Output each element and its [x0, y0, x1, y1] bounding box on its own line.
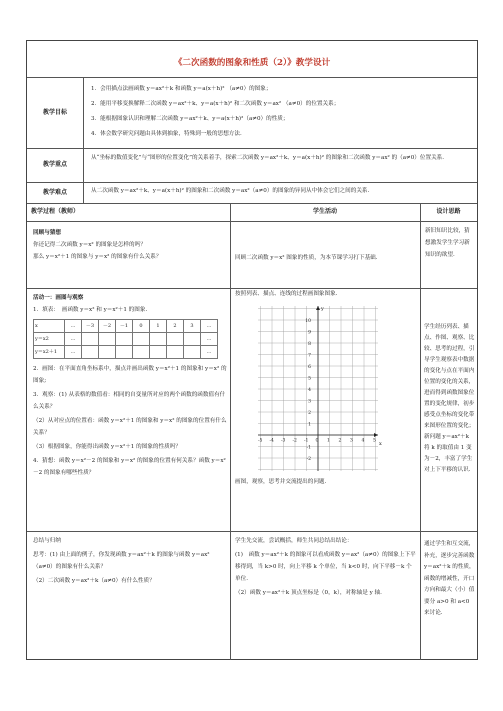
y-tick-label: 6 — [308, 365, 311, 370]
goals-label: 教学目标 — [42, 108, 67, 116]
lesson-plan-table — [26, 40, 478, 660]
activity-heading: 活动一：画图与观察 — [33, 295, 84, 301]
review-heading: 回顾与猜想 — [33, 230, 61, 236]
summary-student-2: （2）函数 y＝ax²＋k 顶点坐标是（0，k），对称轴是 y 轴. — [235, 590, 382, 596]
table-cell: y＝x2 — [34, 333, 65, 346]
y-tick-label: -1 — [306, 445, 311, 451]
table-cell: … — [201, 320, 218, 333]
review-design: 新旧知识比较，猜想激发学生学习新知识的欲望. — [425, 228, 470, 258]
table-cell — [150, 346, 167, 359]
table-row — [34, 320, 218, 333]
value-table — [33, 319, 218, 359]
y-axis-arrow-icon — [316, 306, 320, 310]
table-cell: －2 — [99, 320, 116, 333]
table-row — [34, 333, 218, 346]
table-cell — [116, 333, 133, 346]
table-cell: 1 — [150, 320, 167, 333]
review-section — [33, 227, 227, 287]
x-tick-label: -2 — [292, 438, 297, 444]
table-cell: 3 — [184, 320, 201, 333]
coordinate-grid — [253, 303, 383, 473]
y-tick-label: 3 — [308, 399, 311, 405]
y-tick-label: 7 — [308, 353, 311, 359]
table-cell — [167, 346, 184, 359]
x-tick-label: 0 — [315, 438, 319, 444]
table-cell — [184, 346, 201, 359]
activity-step-3: 3．观察：(1) 从表格的数值看：相同的自变量所对应的两个函数的函数值有什么关系？ — [33, 392, 226, 410]
y-tick-label: 2 — [308, 411, 311, 416]
activity-step-3c: （3）根据图象，你能得出函数 y＝x²＋1 的图象的性质吗？ — [33, 444, 181, 450]
y-tick-label: 10 — [305, 319, 311, 324]
table-row — [34, 346, 218, 359]
difficulty-label: 教学难点 — [42, 188, 67, 196]
table-cell — [184, 333, 201, 346]
activity-section — [33, 292, 227, 528]
activity-step-2: 2．画图：在平面直角坐标系中，描点并画出函数 y＝x²＋1 的图象和 y＝x² 的图象; — [33, 366, 227, 384]
y-tick-label: -2 — [306, 457, 311, 462]
header-student: 学生活动 — [312, 208, 337, 216]
goal-item: 3．能根据图象认识和理解二次函数 y＝ax²＋k、y＝a(x＋h)²（a≠0）的性质； — [91, 116, 289, 122]
y-tick-label: 1 — [308, 422, 311, 428]
document-title: 《二次函数的图象和性质（2）》教学设计 — [173, 58, 331, 68]
y-axis-label: y — [321, 306, 324, 312]
summary-heading: 总结与归纳 — [33, 538, 61, 544]
review-question-2: 那么 y＝x²＋1 的图象与 y＝x² 的图象有什么关系？ — [33, 254, 162, 260]
table-cell: x — [34, 320, 65, 333]
activity-step-4: 4．猜想：函数 y＝x²－2 的图象和 y＝x² 的图象的位置有何关系？函数 y＝x²－2 的图象有哪些性质？ — [33, 458, 226, 476]
table-cell — [167, 333, 184, 346]
goal-item: 1．会用描点法画函数 y＝ax²＋k 和函数 y＝a(x＋h)² （a≠0）的图象； — [91, 86, 272, 92]
review-student: 回顾二次函数 y＝x² 图象的性质，为本节课学习打下基础. — [235, 255, 378, 261]
activity-step-1: 1．填表： 画函数 y＝x² 和 y＝x²＋1 的图象. — [33, 307, 148, 313]
summary-student-1: (1) 函数 y＝ax²＋k 的图象可以看成函数 y＝ax²（a≠0）的图象上下平移得到，当 k>0 时，向上平移 k 个单位，当 k<0 时，向下平移－k 个单位. — [235, 552, 416, 582]
table-cell: … — [201, 333, 218, 346]
y-tick-label: 5 — [308, 376, 311, 382]
y-tick-label: 9 — [308, 330, 311, 336]
difficulty-text: 从二次函数 y＝ax²＋k、y＝a(x＋h)² 的图象和二次函数 y＝ax²（a≠0）的图象的异同从中体会它们之间的关系. — [91, 188, 370, 194]
x-tick-label: 1 — [327, 438, 330, 444]
table-cell: y＝x2＋1 — [34, 346, 65, 359]
key-points-text: 从“坐标的数值变化”与“图形的位置变化”的关系着手，探索二次函数 y＝ax²＋k、y＝a(x＋h)² 的图象和二次函数 y＝ax² 的（a≠0）位置关系. — [91, 155, 445, 161]
goals-list — [91, 82, 473, 146]
activity-student-bottom: 画图，观察，思考并交流提出的问题. — [235, 479, 327, 485]
x-axis-label: x — [379, 441, 382, 447]
table-cell — [82, 333, 99, 346]
table-cell — [116, 346, 133, 359]
x-tick-label: 2 — [338, 438, 342, 444]
review-question-1: 你还记得二次函数 y＝x² 的图象是怎样的吗？ — [33, 242, 146, 248]
table-cell — [82, 346, 99, 359]
summary-student — [235, 535, 417, 657]
x-tick-label: -4 — [269, 438, 274, 444]
goal-item: 4．体会数学研究问题由具体到抽象，特殊到一般的思想方法. — [91, 131, 242, 137]
table-cell: … — [65, 333, 82, 346]
summary-design: 通过学生和互交流，补充，逐步完善函数 y＝ax²＋k 的性质，函数的增减性，开口方向和最大（小）值要分 a>0 和 a<0 来讨论. — [424, 541, 475, 616]
summary-section — [33, 535, 227, 655]
table-cell: … — [201, 346, 218, 359]
header-process: 教学过程（教师） — [31, 208, 80, 215]
key-points-label: 教学重点 — [42, 161, 67, 169]
x-axis-arrow-icon — [374, 433, 378, 437]
goal-item: 2．能用平移变换解释二次函数 y＝ax²＋k、y＝a(x＋h)² 和二次函数 y＝ax² （a≠0）的位置关系； — [91, 101, 340, 107]
activity-step-3b: （2）从对应点的位置看：函数 y＝x²＋1 的图象和 y＝x² 的图象的位置有什么关系？ — [33, 418, 227, 436]
x-tick-label: 4 — [361, 438, 365, 444]
header-design: 设计思路 — [436, 208, 461, 216]
table-cell: －3 — [82, 320, 99, 333]
table-cell — [133, 346, 150, 359]
summary-think: 思考：(1) 由上面的例子，你发现函数 y＝ax²＋k 的图象与函数 y＝ax²（a≠0）的图象有什么关系？ — [33, 552, 210, 570]
x-tick-label: 5 — [373, 438, 376, 444]
table-cell — [99, 346, 116, 359]
summary-student-intro: 学生先交流，尝试概括，师生共同总结出结论： — [235, 538, 353, 544]
table-cell: 0 — [133, 320, 150, 333]
x-tick-label: -5 — [258, 438, 263, 444]
x-tick-label: -1 — [304, 438, 309, 444]
table-cell — [99, 333, 116, 346]
activity-student-top: 按照列表、描点、连线的过程画图象图象. — [235, 291, 338, 297]
table-cell — [133, 333, 150, 346]
table-cell: … — [65, 346, 82, 359]
y-tick-label: 4 — [308, 388, 311, 393]
table-cell: … — [65, 320, 82, 333]
y-tick-label: 8 — [308, 342, 311, 347]
x-tick-labels — [258, 438, 376, 444]
table-cell: －1 — [116, 320, 133, 333]
table-cell: 2 — [167, 320, 184, 333]
summary-question-2: （2）二次函数 y＝ax²＋k（a≠0）有什么性质？ — [33, 578, 155, 584]
activity-design: 学生经历列表、描点、作图、观察、比较、思考的过程，引导学生观察表中数据的变化与点在平面内位置的变化的关系，进而得到函数图象位置的变化规律，初步感受点坐标的变化带来图形位置的变化； 新问题 y＝ax²＋k 将 k 的取值由 1 变为－2，丰富了学生对上下平移的认识. — [424, 324, 478, 473]
table-cell — [150, 333, 167, 346]
x-tick-label: 3 — [350, 438, 353, 444]
x-tick-label: -3 — [281, 438, 286, 444]
